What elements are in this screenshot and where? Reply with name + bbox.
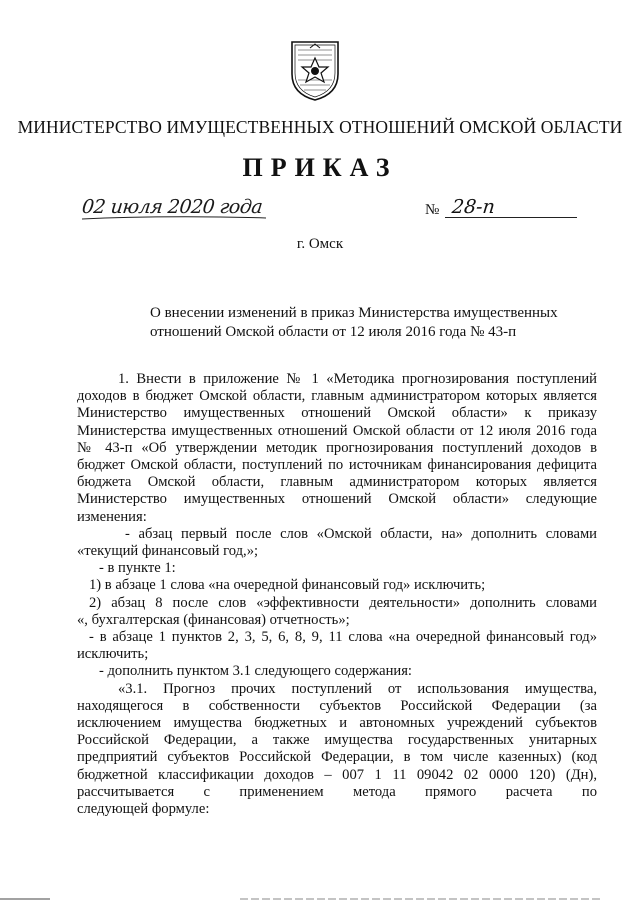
- body-line: рассчитывается с применением метода прямого расчета по: [77, 783, 597, 800]
- coat-of-arms-icon: [290, 40, 340, 102]
- body-line: № 43-п «Об утверждении методик прогнозирования поступлений доходов в: [77, 439, 597, 456]
- body-line: Министерство имущественных отношений Омской области» к приказу: [77, 405, 597, 422]
- body-line: «3.1. Прогноз прочих поступлений от использования имущества,: [118, 680, 597, 697]
- subject-line: отношений Омской области от 12 июля 2016 года № 43-п: [150, 324, 517, 340]
- body-line: бюджет Омской области, поступлений по источникам финансирования дефицита: [77, 457, 597, 474]
- body-line: доходов в бюджет Омской области, главным администратором которых является: [77, 388, 597, 405]
- body-line: изменения:: [77, 508, 147, 525]
- handwritten-date: 02 июля 2020 года: [80, 196, 264, 218]
- body-line: 1) в абзаце 1 слова «на очередной финансовый год» исключить;: [89, 577, 486, 594]
- body-line: 1. Внести в приложение № 1 «Методика прогнозирования поступлений: [118, 371, 597, 387]
- subject-line: О внесении изменений в приказ Министерства имущественных: [150, 305, 558, 321]
- page-bottom-edge-marks: [0, 898, 640, 902]
- body-line: исключить;: [77, 646, 149, 663]
- body-line: предприятий субъектов Российской Федерации, в том числе казенных) (код: [77, 749, 597, 766]
- body-line: «, бухгалтерская (финансовая) отчетность»;: [77, 611, 350, 628]
- body-line: «текущий финансовый год,»;: [77, 543, 259, 560]
- body-line: Министерство имущественных отношений Омской области» следующие: [77, 491, 597, 508]
- city-name: г. Омск: [296, 236, 344, 252]
- body-line: находящегося в собственности субъектов Российской Федерации (за: [77, 697, 597, 714]
- order-number-label: №: [425, 202, 440, 218]
- body-line: 2) абзац 8 после слов «эффективности деятельности» дополнить словами: [89, 594, 597, 611]
- ministry-name: МИНИСТЕРСТВО ИМУЩЕСТВЕННЫХ ОТНОШЕНИЙ ОМСКОЙ ОБЛАСТИ: [17, 117, 623, 137]
- body-line: бюджетной классификации доходов – 007 1 11 09042 02 0000 120) (Дн),: [77, 766, 597, 783]
- order-body: [77, 371, 597, 818]
- body-line: - дополнить пунктом 3.1 следующего содержания:: [99, 663, 412, 680]
- document-type-title: ПРИКАЗ: [242, 153, 398, 182]
- body-line: - в пункте 1:: [99, 560, 176, 577]
- body-line: Российской Федерации, а также имущества государственных унитарных: [77, 732, 597, 749]
- order-subject: [150, 304, 590, 342]
- handwritten-order-number: 28-п: [450, 196, 496, 218]
- body-line: Министерства имущественных отношений Омской области от 12 июля 2016 года: [77, 422, 597, 439]
- order-number-line: [445, 217, 577, 218]
- body-line: следующей формуле:: [77, 801, 210, 818]
- body-line: - абзац первый после слов «Омской области, на» дополнить словами: [125, 525, 597, 542]
- body-line: бюджета Омской области, главным администратором которых является: [77, 474, 597, 491]
- date-underline: [80, 214, 270, 222]
- body-line: - в абзаце 1 пунктов 2, 3, 5, 6, 8, 9, 11 слова «на очередной финансовый год»: [89, 629, 597, 646]
- body-line: исключением имущества бюджетных и автономных учреждений субъектов: [77, 715, 597, 732]
